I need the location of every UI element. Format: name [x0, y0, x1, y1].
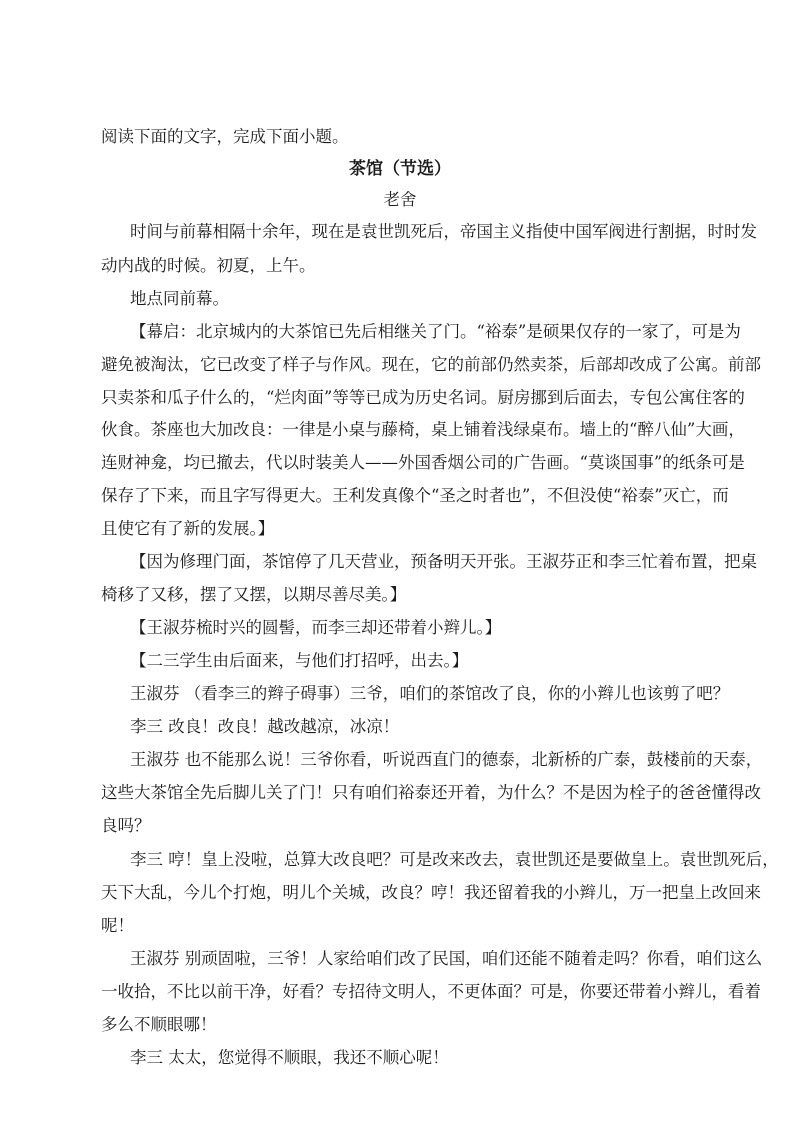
paragraph-line: 【王淑芬梳时兴的圆髻，而李三却还带着小辫儿。】 [130, 618, 502, 637]
dialogue-line: 王淑芬 别顽固啦，三爷！人家给咱们改了民国，咱们还能不随着走吗？你看，咱们这么 [130, 949, 763, 968]
dialogue-line: 呢！ [101, 916, 134, 935]
paragraph-line: 伙食。茶座也大加改良：一律是小桌与藤椅，桌上铺着浅绿桌布。墙上的“醉八仙”大画， [101, 420, 745, 439]
dialogue-line: 一收拾，不比以前干净，好看？专招待文明人，不更体面？可是，你要还带着小辫儿，看着 [101, 982, 761, 1001]
passage-author: 老舍 [383, 190, 417, 209]
paragraph-line: 只卖茶和瓜子什么的，“烂肉面”等等已成为历史名词。厨房挪到后面去，专包公寓住客的 [101, 388, 745, 407]
dialogue-line: 李三 改良！改良！越改越凉，冰凉！ [130, 717, 400, 736]
paragraph-line: 地点同前幕。 [130, 289, 229, 308]
paragraph-line: 【二三学生由后面来，与他们打招呼，出去。】 [130, 651, 469, 670]
dialogue-line: 多么不顺眼哪！ [101, 1015, 217, 1034]
paragraph-line: 避免被淘汰，它已改变了样子与作风。现在，它的前部仍然卖茶，后部却改成了公寓。前部 [101, 355, 761, 374]
paragraph-line: 椅移了又移，摆了又摆，以期尽善尽美。】 [101, 585, 407, 604]
paragraph-line: 动内战的时候。初夏，上午。 [101, 256, 316, 275]
dialogue-line: 李三 太太，您觉得不顺眼，我还不顺心呢！ [130, 1048, 449, 1067]
dialogue-line: 王淑芬 （看李三的辫子碍事）三爷，咱们的茶馆改了良，你的小辫儿也该剪了吧？ [130, 684, 730, 703]
paragraph-line: 且使它有了新的发展。】 [101, 519, 275, 538]
paragraph-line: 【因为修理门面，茶馆停了几天营业，预备明天开张。王淑芬正和李三忙着布置，把桌 [130, 552, 757, 571]
dialogue-line: 这些大茶馆全先后脚儿关了门！只有咱们裕泰还开着，为什么？不是因为栓子的爸爸懂得改 [101, 783, 761, 802]
paragraph-line: 【幕启：北京城内的大茶馆已先后相继关了门。“裕泰”是硕果仅存的一家了，可是为 [130, 322, 741, 341]
passage-title: 茶馆（节选） [349, 159, 451, 179]
dialogue-line: 良吗？ [101, 816, 151, 835]
instruction-text: 阅读下面的文字，完成下面小题。 [101, 127, 349, 146]
paragraph-line: 连财神龛，均已撤去，代以时装美人——外国香烟公司的广告画。“莫谈国事”的纸条可是 [101, 453, 745, 472]
dialogue-line: 天下大乱，今儿个打炮，明儿个关城，改良？哼！我还留着我的小辫儿，万一把皇上改回来 [101, 883, 761, 902]
paragraph-line: 保存了下来，而且字写得更大。王利发真像个“圣之时者也”，不但没使“裕泰”灭亡，而 [101, 486, 729, 505]
dialogue-line: 李三 哼！皇上没啦，总算大改良吧？可是改来改去，袁世凯还是要做皇上。袁世凯死后， [130, 850, 779, 869]
paragraph-line: 时间与前幕相隔十余年，现在是袁世凯死后，帝国主义指使中国军阀进行割据，时时发 [130, 222, 757, 241]
dialogue-line: 王淑芬 也不能那么说！三爷你看，听说西直门的德泰，北新桥的广泰，鼓楼前的天泰， [130, 750, 763, 769]
